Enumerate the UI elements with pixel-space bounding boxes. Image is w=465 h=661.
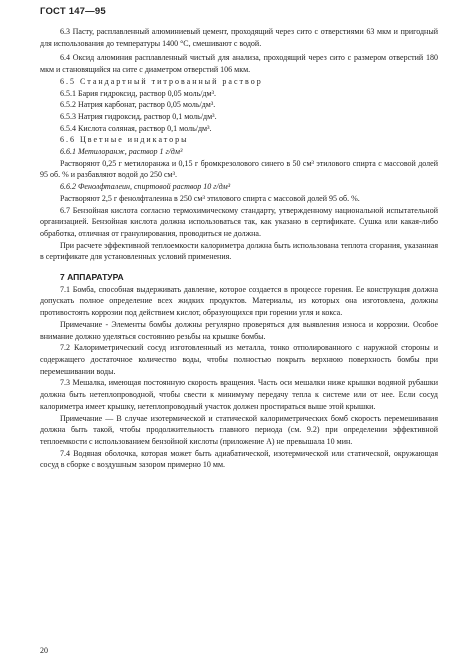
- note-7-3: Примечание — В случае изотермической и статической калориметрических бомб скорость перемешивания должна быть такой, чтобы продолжительность главного периода (см. 9.2) при определении эффективной теплоемкости с использованием бензойной кислоты (приложение А) не превышала 10 мин.: [40, 413, 438, 446]
- paragraph-6-4: 6.4 Оксид алюминия расплавленный чистый для анализа, проходящий через сито с размером отверстий 180 мкм и становящийся на сите с диаметром отверстий 106 мкм.: [40, 53, 438, 75]
- paragraph-6-6-2-text: Растворяют 2,5 г фенолфталеина в 250 см³ этилового спирта с массовой долей 95 об. %.: [60, 193, 360, 203]
- paragraph-6-3: 6.3 Пасту, расплавленный алюминиевый цемент, проходящий через сито с отверстиями 63 мкм и пригодный для использования до температуры 1400 °С, смешивают с водой.: [40, 27, 438, 48]
- paragraph-7-4: 7.4 Водяная оболочка, которая может быть адиабатической, изотермической или статической, окружающая сосуд в сборке с воздушным зазором примерно 10 мм.: [40, 448, 438, 470]
- paragraph-6-5-3: 6.5.3 Натрия гидроксид, раствор 0,1 моль/дм³.: [60, 111, 217, 121]
- paragraph-7-3: 7.3 Мешалка, имеющая постоянную скорость вращения. Часть оси мешалки ниже крышки водяной рубашки должна быть нетеплопроводной, чтобы свести к минимуму передачу тепла к системе или от нее. Если сосуд калориметра имеет крышку, нетеплопроводный участок должен простираться выше этой крышки.: [40, 378, 438, 411]
- paragraph-6-6: 6.6 Цветные индикаторы: [60, 135, 189, 145]
- paragraph-6-6-1-text: Растворяют 0,25 г метилоранжа и 0,15 г бромкрезолового синего в 50 см³ этилового спирта с массовой долей 95 об. % и разбавляют водой до 250 см³.: [40, 158, 438, 180]
- paragraph-6-7: 6.7 Бензойная кислота согласно термохимическому стандарту, утвержденному национальной испытательной организацией. Бензойная кислота должна использоваться так, как указано в сертификате. Сушка или какая-либо обработка, отличная от гранулирования, проводиться не должна.: [40, 205, 438, 238]
- page-number: 20: [40, 646, 48, 655]
- paragraph-7-1: 7.1 Бомба, способная выдерживать давление, которое создается в процессе горения. Ее конструкция должна допускать полное определение всех жидких продуктов. Материалы, из которых она изготовлена, должны противостоять коррозии под действием кислот, образующихся при горении угля и кокса.: [40, 284, 438, 318]
- document-body: [40, 26, 438, 471]
- paragraph-6-5-4: 6.5.4 Кислота соляная, раствор 0,1 моль/дм³.: [60, 123, 212, 133]
- section-heading: 7 АППАРАТУРА: [60, 272, 124, 283]
- standard-header: ГОСТ 147—95: [40, 6, 106, 17]
- paragraph-6-5: 6.5 Стандартный титрованный раствор: [60, 76, 263, 86]
- paragraph-6-7-text: При расчете эффективной теплоемкости калориметра должна быть использована теплота сгорания, указанная в сертификате для установленных условий применения.: [40, 240, 438, 262]
- paragraph-6-5-2: 6.5.2 Натрия карбонат, раствор 0,05 моль/дм³.: [60, 100, 216, 110]
- note-7-1: Примечание - Элементы бомбы должны регулярно проверяться для выявления износа и коррозии. Особое внимание должно уделяться состоянию резьбы на крышке бомбы.: [40, 319, 438, 341]
- paragraph-7-2: 7.2 Калориметрический сосуд изготовленный из металла, тонко отполированного с наружной стороны и содержащего достаточное количество воды, чтобы полностью покрыть верхнюю поверхность бомбы при перемешивании воды.: [40, 343, 438, 376]
- paragraph-6-5-1: 6.5.1 Бария гидроксид, раствор 0,05 моль/дм³.: [60, 88, 216, 98]
- paragraph-6-6-2: 6.6.2 Фенолфталеин, спиртовой раствор 10 г/дм³: [60, 182, 231, 192]
- paragraph-6-6-1: 6.6.1 Метилоранж, раствор 1 г/дм³: [60, 147, 183, 157]
